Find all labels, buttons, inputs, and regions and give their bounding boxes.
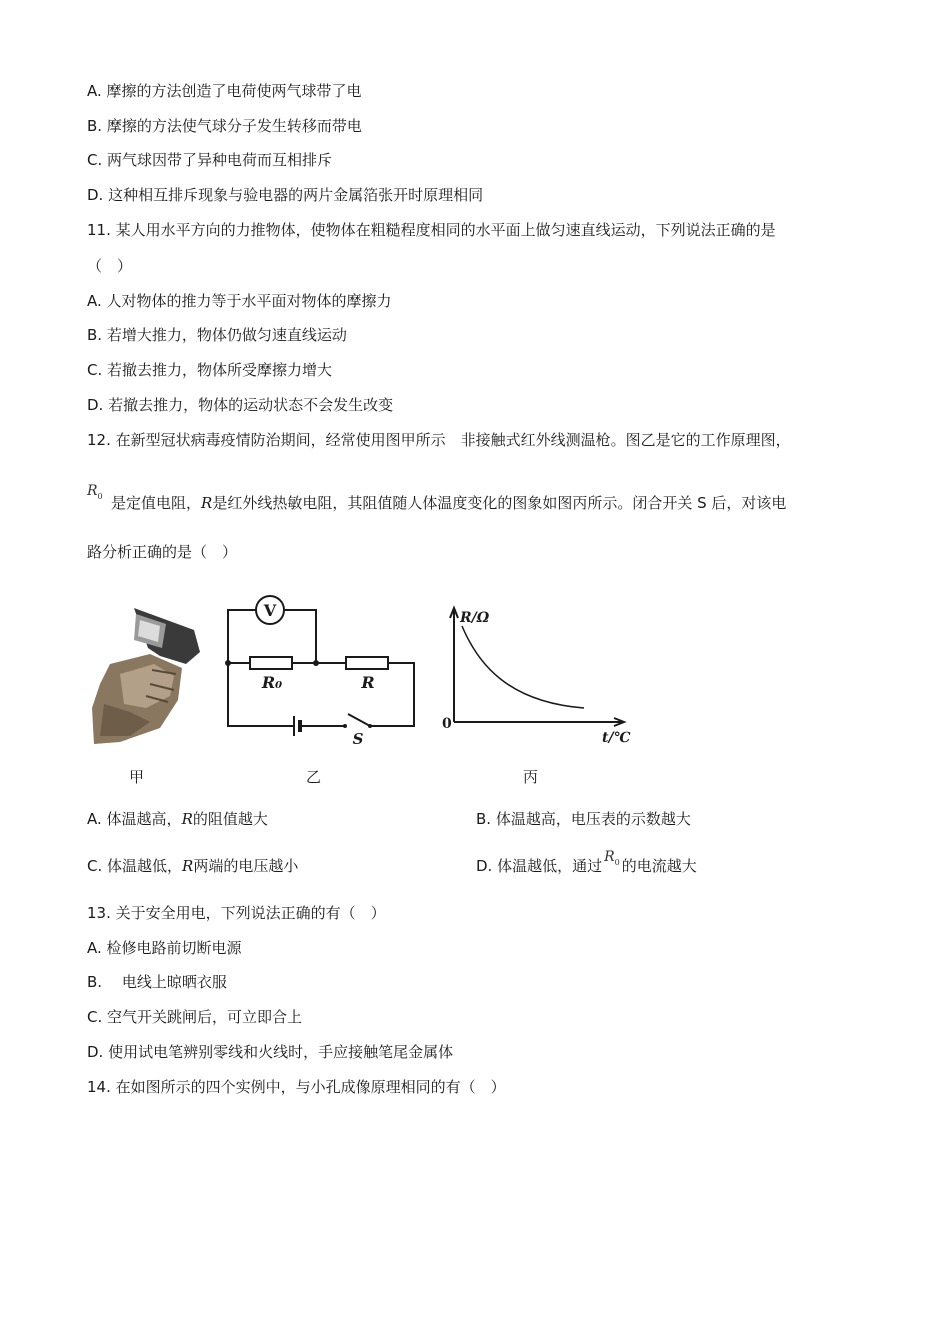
q13-option-b: B. 电线上晾晒衣服 [87, 973, 227, 991]
circuit-diagram [220, 596, 420, 746]
q11-option-b: B. 若增大推力，物体仍做匀速直线运动 [87, 326, 347, 344]
graph-x-axis-label: t/℃ [602, 730, 631, 746]
thermometer-gun-image [90, 604, 202, 746]
q11-option-c: C. 若撤去推力，物体所受摩擦力增大 [87, 361, 333, 379]
q12-option-d: D. 体温越低，通过 $R_0$ 的电流越大 [476, 849, 697, 875]
q12-line2: 是定值电阻，R是红外线热敏电阻，其阻值随人体温度变化的图象如图丙所示。闭合开关 S 后，对该电 [111, 494, 787, 512]
q13-option-d: D. 使用试电笔辨别零线和火线时，手应接触笔尾金属体 [87, 1043, 454, 1061]
voltmeter-label: V [263, 601, 277, 620]
q10-option-c: C. 两气球因带了异种电荷而互相排斥 [87, 151, 333, 169]
q10-option-d: D. 这种相互排斥现象与验电器的两片金属箔张开时原理相同 [87, 186, 484, 204]
q11-stem: 11. 某人用水平方向的力推物体，使物体在粗糙程度相同的水平面上做匀速直线运动，下列说法正确的是 [87, 221, 776, 239]
q11-option-d: D. 若撤去推力，物体的运动状态不会发生改变 [87, 396, 394, 414]
switch-label: S [352, 730, 364, 748]
q12-option-c: C. 体温越低，R两端的电压越小 [87, 857, 299, 875]
q13-stem: 13. 关于安全用电，下列说法正确的有（ ） [87, 904, 386, 922]
q12-option-a: A. 体温越高，R的阻值越大 [87, 810, 268, 828]
resistance-temperature-graph [438, 604, 638, 749]
q11-option-a: A. 人对物体的推力等于水平面对物体的摩擦力 [87, 292, 392, 310]
caption-jia: 甲 [129, 768, 145, 786]
resistor-r-label: R [361, 673, 375, 692]
q10-option-b: B. 摩擦的方法使气球分子发生转移而带电 [87, 117, 362, 135]
q12-r0-symbol: $R_0$ [87, 483, 103, 501]
graph-origin-label: 0 [442, 716, 452, 732]
q11-paren: （ ） [87, 257, 133, 275]
graph-y-axis-label: R/Ω [460, 610, 490, 626]
q13-option-a: A. 检修电路前切断电源 [87, 939, 242, 957]
q10-option-a: A. 摩擦的方法创造了电荷使两气球带了电 [87, 82, 362, 100]
caption-yi: 乙 [306, 768, 322, 786]
q13-option-c: C. 空气开关跳闸后，可立即合上 [87, 1008, 303, 1026]
resistor-r0-label: R₀ [261, 673, 283, 692]
caption-bing: 丙 [523, 768, 539, 786]
q12-option-b: B. 体温越高，电压表的示数越大 [476, 810, 691, 828]
q14-stem: 14. 在如图所示的四个实例中，与小孔成像原理相同的有（ ） [87, 1078, 506, 1096]
resistance-curve [462, 626, 584, 708]
q12-stem: 12. 在新型冠状病毒疫情防治期间，经常使用图甲所示 非接触式红外线测温枪。图乙是它的工作原理图， [87, 431, 791, 449]
q12-line3: 路分析正确的是（ ） [87, 543, 238, 561]
